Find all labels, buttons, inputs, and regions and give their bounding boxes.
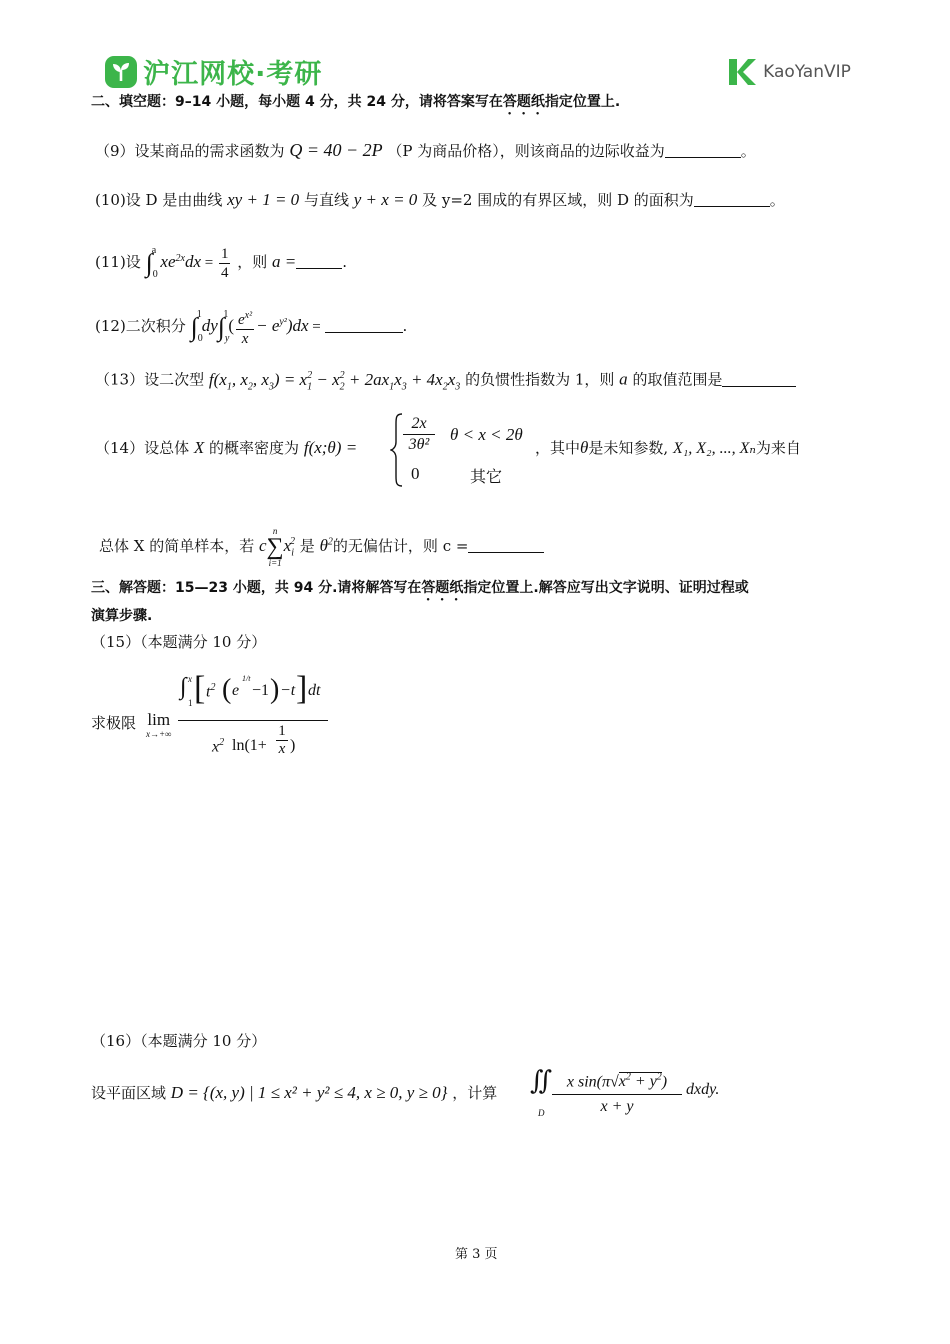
quadratic-form: $f(x_1$, $x_2$, $x_3) = x_1^2 - x_2^2 + 2ax_1x_3 + 4x_2x_3$ (208, 369, 461, 393)
question-9: （9）设某商品的需求函数为 Q = 40 − 2P （P 为商品价格），则该商品的边际收益为 。 (95, 140, 756, 160)
page-number: 第 3 页 (455, 1247, 498, 1262)
k-logo-icon (726, 57, 758, 87)
integral-differential: dxdy. (686, 1081, 720, 1098)
kaoyanvip-logo-text: KaoYanVIP (763, 62, 851, 82)
case2-condition: 其它 (470, 467, 503, 486)
question-14-line2: 总体 X 的简单样本，若 c n ∑ i=1 $x_i^2$ 是 $\theta^2$的无偏估计，则 c = (99, 526, 544, 568)
answer-blank (722, 371, 796, 387)
section2-title: 二、填空题：9–14 小题，每小题 4 分，共 24 分，请将答案写在答题纸指定位置上. (91, 94, 621, 110)
question-10: (10)设 D 是由曲线 xy + 1 = 0 与直线 y + x = 0 及 y=2 围成的有界区域，则 D 的面积为 。 (95, 190, 785, 209)
question-14-line1-tail: ，其中θ是未知参数, X₁, X₂, ..., Xₙ为来自 (535, 438, 801, 457)
question-15-label: （15）（本题满分 10 分） (91, 633, 267, 651)
question-16-label: （16）（本题满分 10 分） (91, 1032, 267, 1050)
question-14-line1: （14）设总体 X 的概率密度为 f(x;θ) = (95, 438, 358, 457)
section3-title: 三、解答题：15—23 小题，共 94 分.请将解答写在答题纸指定位置上.解答应写出文字说明、证明过程或 (91, 580, 749, 596)
answer-blank (468, 537, 544, 553)
sprout-logo-icon (104, 55, 138, 89)
section3-title-line2: 演算步骤. (91, 608, 153, 624)
case2-value: 0 (411, 464, 420, 483)
fraction: $\frac{1}{4}$ (220, 245, 229, 281)
demand-formula: Q = 40 − 2P (289, 140, 383, 160)
answer-blank (325, 317, 403, 333)
hujiang-logo-text: 沪江网校·考研 (143, 59, 323, 90)
question-12: (12)二次积分 $\int_0^1dy\int_y^1$( $\frac{e^{x^2}}{x}$ − $e^{y^2})dx$ = . (95, 309, 408, 348)
answer-blank (296, 253, 342, 269)
region-definition: D = {(x, y) | 1 ≤ x² + y² ≤ 4, x ≥ 0, y ≥ 0} (170, 1083, 448, 1102)
question-11: (11)设 $\int_0^a$ $xe^{2x}dx$ = $\frac{1}{4}$ ，则 a = . (95, 245, 348, 281)
integrand-fraction: x $\sin(\pi√x^2 + y^2)$ x + y (552, 1066, 682, 1119)
kaoyanvip-logo (726, 57, 851, 87)
question-13: （13）设二次型 $f(x_1$, $x_2$, $x_3) = x_1^2 - x_2^2 + 2ax_1x_3 + 4x_2x_3$ 的负惯性指数为 1，则 a 的取值范围是 (95, 366, 796, 397)
limit-fraction (178, 668, 328, 771)
limit-numerator: ∫ x 1 [ $t^2$ ( e 1/t −1 ) −t ] dt (180, 670, 321, 708)
hujiang-logo (104, 52, 322, 91)
case1-condition: θ < x < 2θ (450, 425, 523, 444)
integral-expression: $\int_0^a$ $xe^{2x}dx$ = (145, 245, 217, 280)
limit-operator: lim x→+∞ (146, 710, 172, 739)
answer-blank (665, 142, 741, 158)
section3-dotted: 答题纸 (421, 580, 464, 596)
question-16: 设平面区域 D = {(x, y) | 1 ≤ x² + y² ≤ 4, x ≥ 0, y ≥ 0} ，计算 (91, 1083, 498, 1102)
double-integral: ∬ D (530, 1066, 553, 1118)
question-15-prefix: 求极限 (91, 714, 137, 732)
limit-denominator: $x^2$ ln(1+ 1 x ) (212, 723, 296, 757)
case1-fraction: 2x 3θ² (403, 414, 435, 455)
answer-blank (694, 191, 770, 207)
double-integral-expression: $\int_0^1dy\int_y^1$( $\frac{e^{x^2}}{x}$ − $e^{y^2})dx$ = (190, 309, 325, 348)
section2-dotted: 答题纸 (502, 94, 545, 110)
left-brace-icon (390, 412, 404, 488)
